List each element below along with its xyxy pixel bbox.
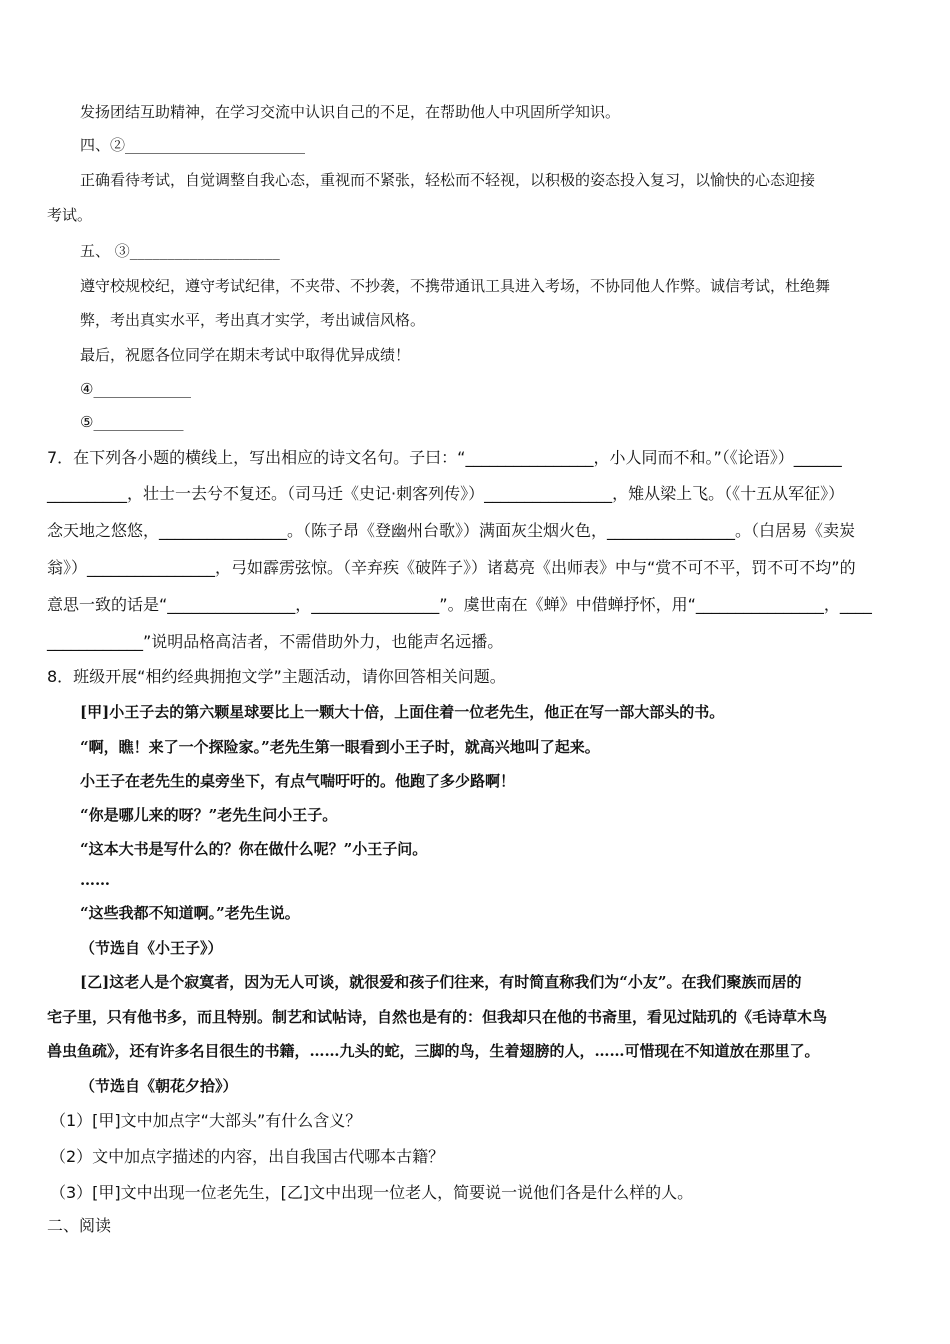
passage-jia-line: “这本大书是写什么的？你在做什么呢？”小王子问。 bbox=[80, 840, 428, 858]
passage-jia-line: “啊，瞧！来了一个探险家。”老先生第一眼看到小王子时，就高兴地叫了起来。 bbox=[80, 738, 600, 756]
question-7-line: 7．在下列各小题的横线上，写出相应的诗文名句。子曰：“________________，小人同而不和。”（《论语》）______ bbox=[47, 448, 842, 467]
paragraph-line: 发扬团结互助精神，在学习交流中认识自己的不足，在帮助他人中巩固所学知识。 bbox=[80, 103, 621, 121]
blank-five: ⑤____________ bbox=[80, 413, 184, 431]
passage-jia-line: “你是哪儿来的呀？”老先生问小王子。 bbox=[80, 806, 338, 824]
question-8-title: 8．班级开展“相约经典拥抱文学”主题活动，请你回答相关问题。 bbox=[47, 667, 506, 686]
paragraph-line: 遵守校规校纪，遵守考试纪律，不夹带、不抄袭，不携带通讯工具进入考场，不协同他人作弊。诚信考试，杜绝舞 bbox=[80, 277, 831, 295]
passage-jia-line: …… bbox=[80, 871, 110, 889]
question-7-line: 翁》）________________，弓如霹雳弦惊。（辛弃疾《破阵子》）诸葛亮《出师表》中与“赏不可不平，罚不可不均”的 bbox=[47, 558, 856, 577]
passage-yi-line: 兽虫鱼疏》，还有许多名目很生的书籍，……九头的蛇，三脚的鸟，生着翅膀的人，……可惜现在不知道放在那里了。 bbox=[47, 1042, 820, 1060]
paragraph-line: 弊，考出真实水平，考出真才实学，考出诚信风格。 bbox=[80, 311, 426, 329]
question-7-line: 意思一致的话是“________________，________________”。虞世南在《蝉》中借蝉抒怀，用“________________，____ bbox=[47, 595, 872, 614]
passage-yi-line: [乙]这老人是个寂寞者，因为无人可谈，就很爱和孩子们往来，有时简直称我们为“小友”。在我们聚族而居的 bbox=[80, 973, 802, 991]
passage-yi-source: （节选自《朝花夕拾》） bbox=[80, 1077, 238, 1095]
section-heading: 二、阅读 bbox=[47, 1216, 112, 1235]
sub-question-1: （1）[甲]文中加点字“大部头”有什么含义？ bbox=[50, 1111, 362, 1130]
blank-four: ④_____________ bbox=[80, 380, 191, 398]
item-five-heading: 五、 ③____________________ bbox=[80, 242, 280, 260]
passage-jia-line: 小王子在老先生的桌旁坐下，有点气喘吁吁的。他跑了多少路啊！ bbox=[80, 772, 516, 790]
paragraph-line: 正确看待考试，自觉调整自我心态，重视而不紧张，轻松而不轻视，以积极的姿态投入复习，以愉快的心态迎接 bbox=[80, 171, 816, 189]
passage-jia-line: “这些我都不知道啊。”老先生说。 bbox=[80, 904, 300, 922]
passage-jia-source: （节选自《小王子》） bbox=[80, 939, 223, 957]
item-four-heading: 四、②________________________ bbox=[80, 136, 306, 154]
paragraph-line: 考试。 bbox=[47, 206, 93, 224]
paragraph-line: 最后，祝愿各位同学在期末考试中取得优异成绩！ bbox=[80, 346, 411, 364]
passage-jia-line: [甲]小王子去的第六颗星球要比上一颗大十倍，上面住着一位老先生，他正在写一部大部头的书。 bbox=[80, 703, 725, 721]
sub-question-3: （3）[甲]文中出现一位老先生，[乙]文中出现一位老人，简要说一说他们各是什么样的人。 bbox=[50, 1183, 694, 1202]
question-7-line: ____________”说明品格高洁者，不需借助外力，也能声名远播。 bbox=[47, 632, 504, 651]
question-7-line: __________，壮士一去兮不复还。（司马迁《史记·刺客列传》）________________，雉从梁上飞。（《十五从军征》） bbox=[47, 484, 845, 503]
question-7-line: 念天地之悠悠，________________。（陈子昂《登幽州台歌》）满面灰尘烟火色，________________。（白居易《卖炭 bbox=[47, 521, 856, 540]
passage-yi-line: 宅子里，只有他书多，而且特别。制艺和试帖诗，自然也是有的：但我却只在他的书斋里，看见过陆玑的《毛诗草木鸟 bbox=[47, 1008, 828, 1026]
sub-question-2: （2）文中加点字描述的内容，出自我国古代哪本古籍？ bbox=[50, 1147, 445, 1166]
